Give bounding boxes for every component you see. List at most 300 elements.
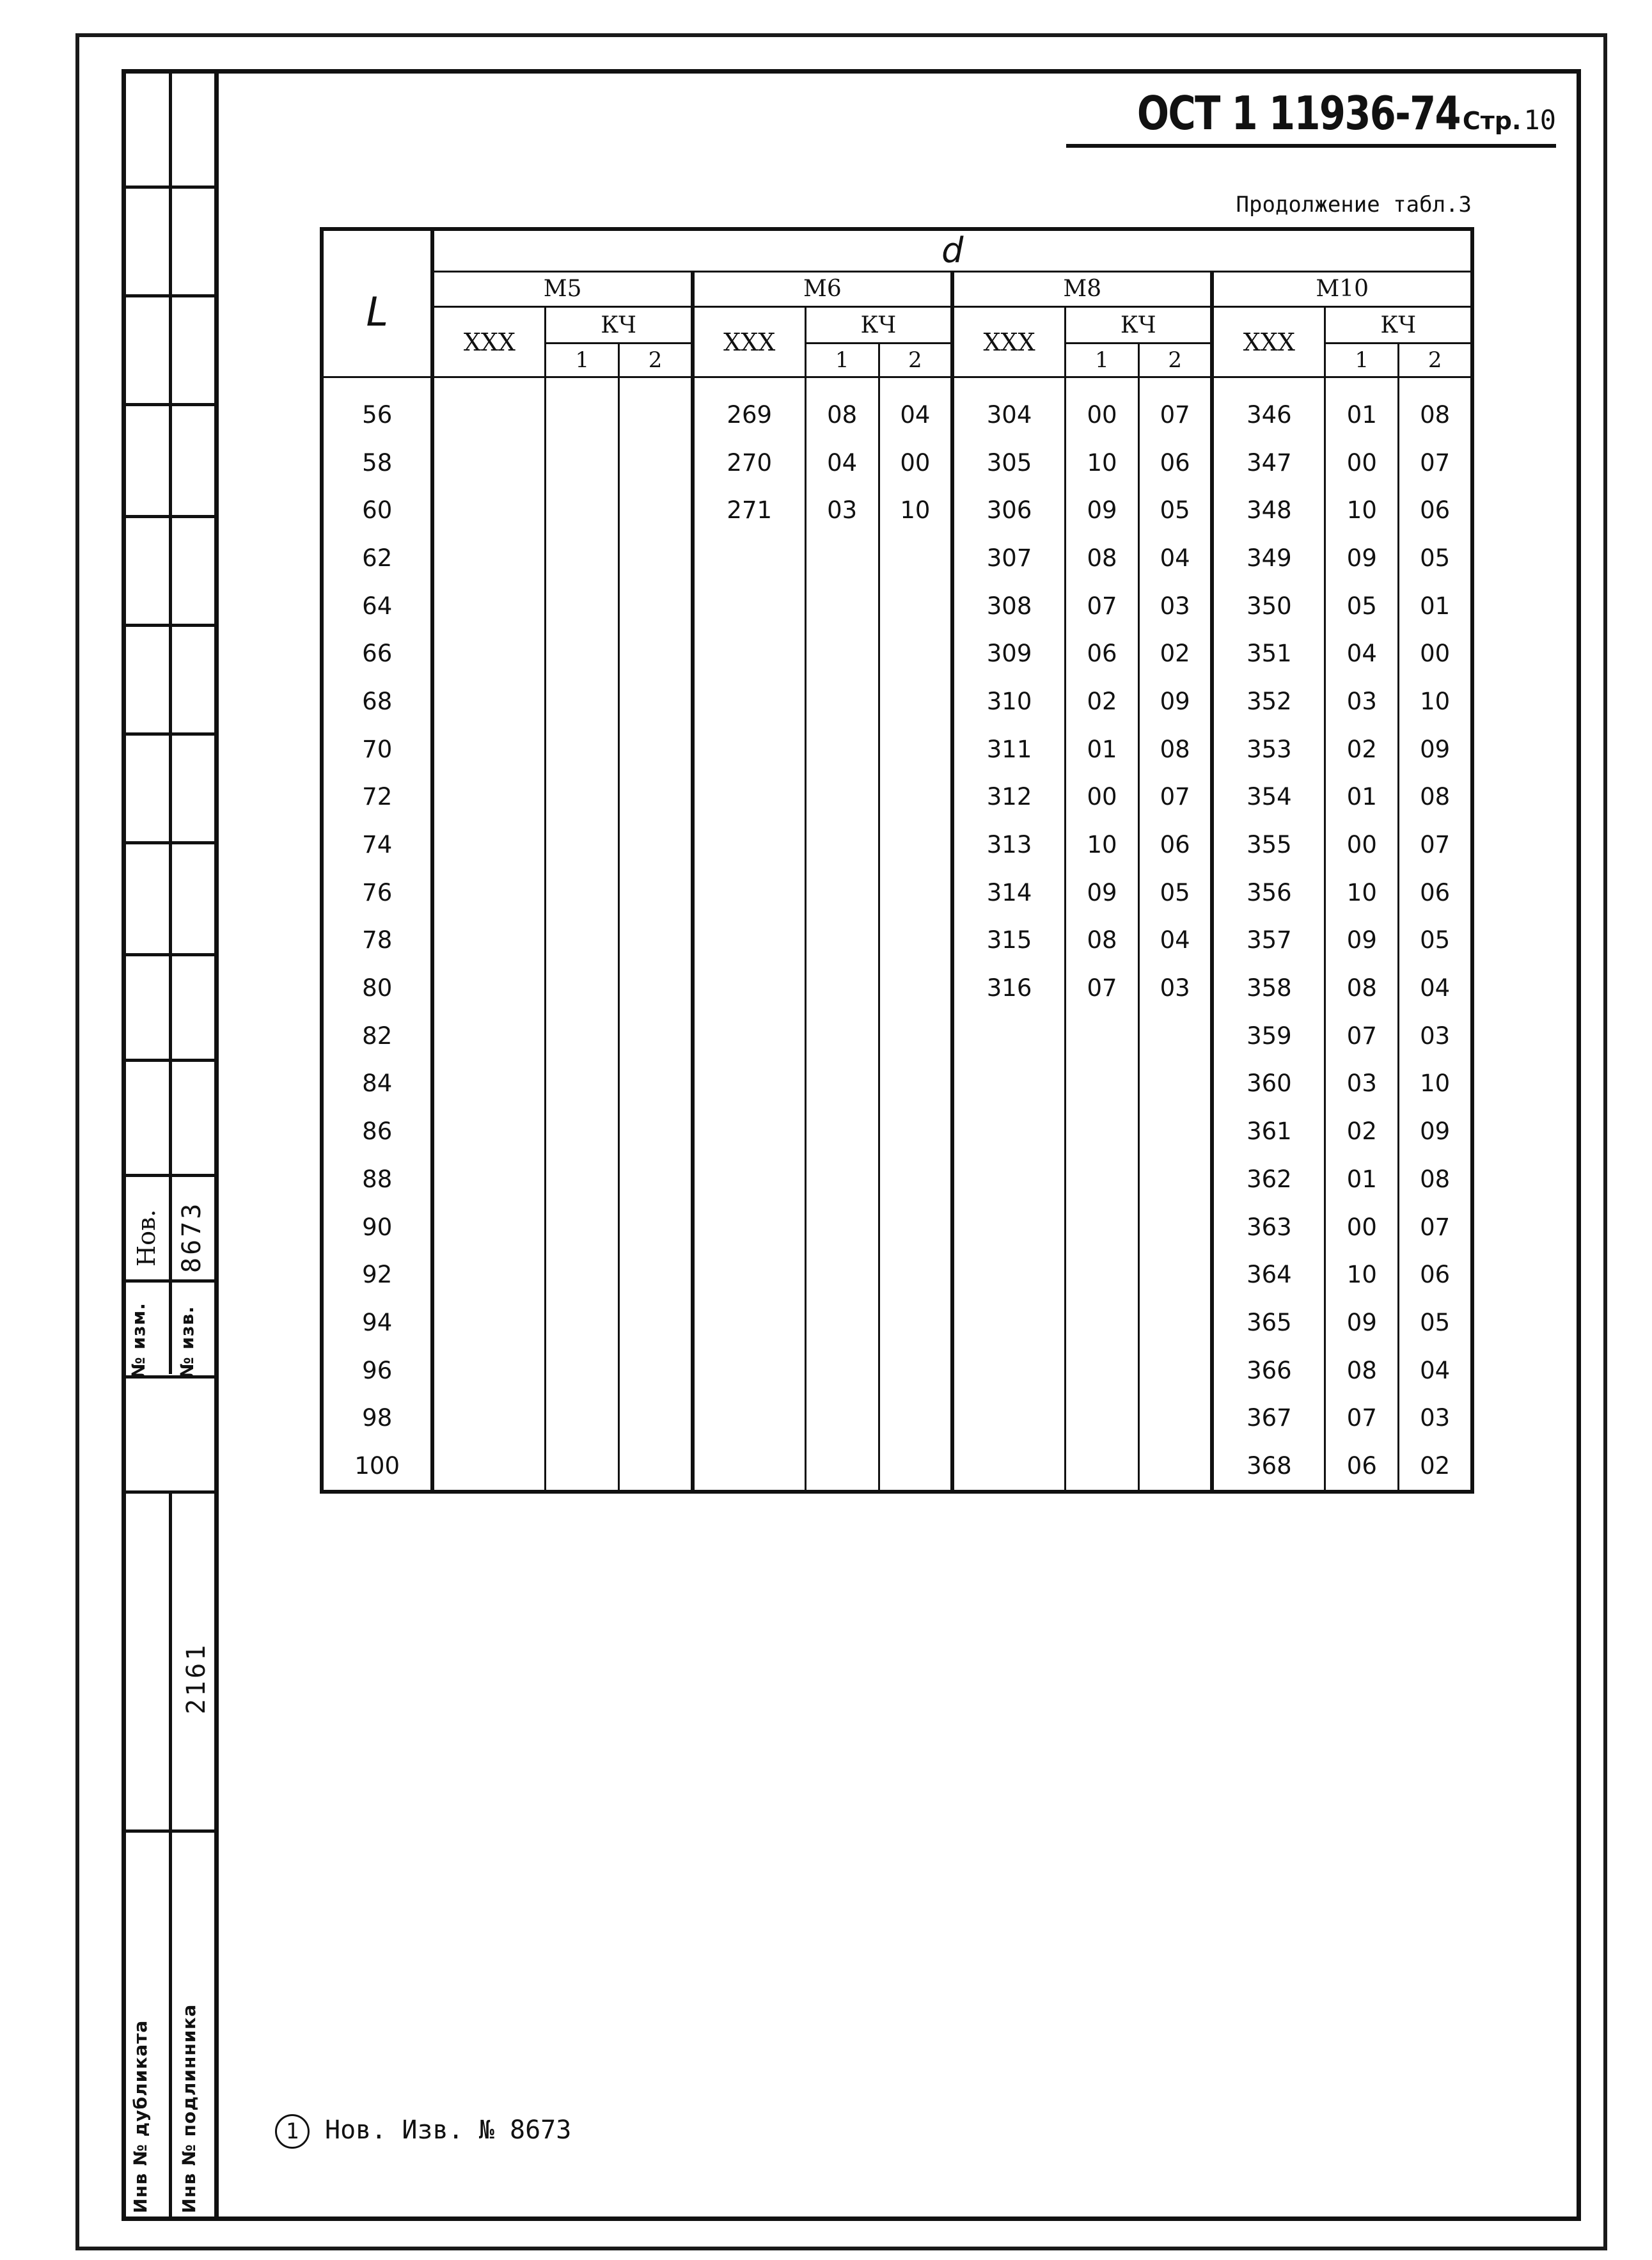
cell-L: 58: [322, 439, 432, 487]
side-cell-line: [122, 1490, 219, 1494]
side-cell-line: [122, 294, 219, 297]
table-cell: 03: [1138, 964, 1212, 1012]
table-cell: 351: [1212, 629, 1325, 677]
table-row: [322, 1251, 1472, 1299]
table-cell: [805, 1347, 879, 1395]
table-cell: 02: [1066, 677, 1139, 725]
table-cell: 309: [952, 629, 1065, 677]
table-cell: [1066, 1299, 1139, 1347]
table-cell: 02: [1138, 629, 1212, 677]
table-cell: [619, 677, 693, 725]
table-cell: [619, 1155, 693, 1203]
table-cell: [619, 486, 693, 534]
table-cell: [879, 1394, 952, 1442]
table-cell: [693, 1203, 805, 1251]
table-row: [322, 534, 1472, 582]
table-cell: [805, 1060, 879, 1108]
table-cell: 347: [1212, 439, 1325, 487]
table-cell: [879, 773, 952, 821]
subheader-kch: КЧ: [805, 307, 952, 344]
table-cell: [879, 1012, 952, 1060]
table-cell: [952, 1299, 1065, 1347]
table-row: [322, 773, 1472, 821]
table-cell: [805, 629, 879, 677]
table-cell: [1066, 1012, 1139, 1060]
group-header-m5: М5: [432, 272, 692, 307]
table-cell: [879, 1203, 952, 1251]
table-cell: [805, 773, 879, 821]
table-row: [322, 1203, 1472, 1251]
table-cell: [546, 1251, 619, 1299]
table-cell: 353: [1212, 725, 1325, 773]
table-cell: [1138, 1203, 1212, 1251]
table-cell: [693, 869, 805, 917]
table-cell: [546, 1299, 619, 1347]
table-cell: [546, 1394, 619, 1442]
subheader-kch-1: 1: [805, 344, 879, 377]
table-cell: 361: [1212, 1107, 1325, 1155]
cell-L: 64: [322, 582, 432, 630]
notice-number-label: № изв.: [177, 1306, 198, 1379]
table-cell: 09: [1399, 1107, 1472, 1155]
table-cell: [952, 1251, 1065, 1299]
table-cell: [432, 1299, 545, 1347]
table-cell: [805, 869, 879, 917]
table-cell: [432, 534, 545, 582]
table-cell: 03: [805, 486, 879, 534]
original-inventory-number: 2161: [182, 1642, 211, 1714]
change-footnote-text: Нов. Изв. № 8673: [325, 2115, 572, 2145]
subheader-xxx: ХХХ: [693, 307, 805, 377]
table-cell: [952, 1107, 1065, 1155]
group-header-m8: М8: [952, 272, 1212, 307]
table-cell: 07: [1066, 964, 1139, 1012]
table-cell: [879, 1299, 952, 1347]
table-cell: 06: [1399, 869, 1472, 917]
group-header-m10: М10: [1212, 272, 1472, 307]
table-cell: [1138, 1251, 1212, 1299]
table-cell: 09: [1066, 869, 1139, 917]
table-cell: 01: [1325, 773, 1399, 821]
subheader-xxx: ХХХ: [952, 307, 1065, 377]
table-cell: 308: [952, 582, 1065, 630]
cell-L: 80: [322, 964, 432, 1012]
table-cell: [693, 1347, 805, 1395]
table-cell: [546, 439, 619, 487]
table-cell: [879, 725, 952, 773]
table-cell: 03: [1399, 1012, 1472, 1060]
table-cell: 10: [1325, 1251, 1399, 1299]
table-cell: [879, 1442, 952, 1492]
table-cell: [546, 486, 619, 534]
page-number: 10: [1523, 104, 1556, 136]
table-cell: [693, 1060, 805, 1108]
table-row: [322, 1155, 1472, 1203]
table-cell: 348: [1212, 486, 1325, 534]
side-cell-line: [122, 186, 219, 189]
table-cell: 04: [1325, 629, 1399, 677]
table-cell: [693, 1155, 805, 1203]
table-cell: 349: [1212, 534, 1325, 582]
table-cell: 304: [952, 377, 1065, 439]
table-cell: 10: [879, 486, 952, 534]
table-cell: [432, 1394, 545, 1442]
table-cell: [805, 1155, 879, 1203]
cell-L: 62: [322, 534, 432, 582]
table-cell: [879, 582, 952, 630]
table-cell: 269: [693, 377, 805, 439]
table-cell: [432, 917, 545, 965]
table-cell: 352: [1212, 677, 1325, 725]
table-cell: [546, 534, 619, 582]
table-cell: [805, 534, 879, 582]
table-cell: [619, 1394, 693, 1442]
table-cell: [619, 1442, 693, 1492]
table-cell: [546, 917, 619, 965]
table-cell: [619, 1107, 693, 1155]
table-cell: [546, 1060, 619, 1108]
table-cell: [546, 869, 619, 917]
table-cell: [432, 1155, 545, 1203]
table-cell: [432, 1347, 545, 1395]
table-cell: [432, 629, 545, 677]
table-cell: [619, 725, 693, 773]
table-row: [322, 1442, 1472, 1492]
subheader-kch: КЧ: [1066, 307, 1213, 344]
table-cell: [619, 582, 693, 630]
notice-number: 8673: [177, 1201, 207, 1273]
cell-L: 94: [322, 1299, 432, 1347]
original-inventory-label: Инв № подлинника: [178, 2003, 200, 2213]
side-cell-line: [122, 515, 219, 518]
table-cell: [879, 1107, 952, 1155]
table-cell: [619, 534, 693, 582]
table-cell: [1138, 1394, 1212, 1442]
table-row: [322, 821, 1472, 869]
table-row: [322, 677, 1472, 725]
table-cell: [805, 1442, 879, 1492]
table-cell: 10: [1066, 439, 1139, 487]
table-cell: [805, 1394, 879, 1442]
table-cell: 05: [1138, 869, 1212, 917]
table-cell: [952, 1203, 1065, 1251]
table-cell: 08: [1066, 534, 1139, 582]
table-cell: [693, 1442, 805, 1492]
table-cell: 363: [1212, 1203, 1325, 1251]
table-cell: 08: [1325, 964, 1399, 1012]
table-cell: [1138, 1299, 1212, 1347]
cell-L: 86: [322, 1107, 432, 1155]
side-cell-line: [122, 1279, 219, 1283]
table-cell: [879, 1251, 952, 1299]
table-cell: 10: [1066, 821, 1139, 869]
table-cell: 08: [1399, 377, 1472, 439]
side-column-divider-top: [169, 69, 172, 1374]
side-cell-line: [122, 841, 219, 844]
table-cell: 04: [1399, 1347, 1472, 1395]
table-row: [322, 486, 1472, 534]
table-cell: 06: [1399, 486, 1472, 534]
cell-L: 76: [322, 869, 432, 917]
table-row: [322, 1299, 1472, 1347]
table-cell: 356: [1212, 869, 1325, 917]
table-cell: 357: [1212, 917, 1325, 965]
table-cell: 03: [1399, 1394, 1472, 1442]
table-row: [322, 1012, 1472, 1060]
table-cell: 04: [1138, 534, 1212, 582]
table-cell: 04: [805, 439, 879, 487]
table-cell: 316: [952, 964, 1065, 1012]
table-cell: [879, 821, 952, 869]
column-header-L: L: [322, 229, 432, 377]
table-cell: 10: [1325, 486, 1399, 534]
table-cell: [619, 1060, 693, 1108]
table-cell: [952, 1155, 1065, 1203]
table-row: [322, 917, 1472, 965]
table-cell: [432, 1107, 545, 1155]
table-cell: [805, 677, 879, 725]
table-continuation-label: Продолжение табл.3: [1236, 192, 1472, 217]
table-cell: 05: [1399, 1299, 1472, 1347]
cell-L: 60: [322, 486, 432, 534]
table-cell: [805, 1203, 879, 1251]
table-cell: 01: [1325, 1155, 1399, 1203]
table-cell: [619, 1012, 693, 1060]
table-cell: [619, 821, 693, 869]
table-cell: [1138, 1107, 1212, 1155]
table-cell: 04: [1399, 964, 1472, 1012]
table-cell: [432, 486, 545, 534]
table-cell: [879, 1060, 952, 1108]
table-cell: 366: [1212, 1347, 1325, 1395]
table-cell: 08: [1399, 773, 1472, 821]
table-cell: [1066, 1251, 1139, 1299]
table-cell: [619, 964, 693, 1012]
table-cell: 07: [1399, 439, 1472, 487]
table-cell: 07: [1138, 377, 1212, 439]
table-cell: [805, 1107, 879, 1155]
table-cell: [619, 1203, 693, 1251]
table-cell: [952, 1060, 1065, 1108]
table-cell: [432, 677, 545, 725]
cell-L: 82: [322, 1012, 432, 1060]
table-cell: 08: [1399, 1155, 1472, 1203]
table-cell: [879, 677, 952, 725]
table-cell: 360: [1212, 1060, 1325, 1108]
table-cell: 04: [1138, 917, 1212, 965]
cell-L: 100: [322, 1442, 432, 1492]
table-cell: 00: [1325, 1203, 1399, 1251]
table-cell: [693, 773, 805, 821]
table-cell: 08: [805, 377, 879, 439]
cell-L: 56: [322, 377, 432, 439]
table-cell: 367: [1212, 1394, 1325, 1442]
table-cell: [879, 1347, 952, 1395]
table-row: [322, 1060, 1472, 1108]
table-cell: [432, 439, 545, 487]
table-cell: [432, 725, 545, 773]
table-cell: [1138, 1347, 1212, 1395]
table-cell: [693, 964, 805, 1012]
table-cell: 10: [1399, 1060, 1472, 1108]
table-cell: [1066, 1155, 1139, 1203]
document-code: ОСТ 1 11936-74: [1137, 86, 1460, 140]
group-header-m6: М6: [693, 272, 952, 307]
table-cell: 07: [1138, 773, 1212, 821]
table-cell: [546, 1012, 619, 1060]
table-cell: 09: [1325, 917, 1399, 965]
thread-table: [320, 227, 1474, 1494]
side-cell-line: [122, 1829, 219, 1833]
table-cell: 07: [1325, 1394, 1399, 1442]
table-cell: [432, 1251, 545, 1299]
subheader-kch: КЧ: [546, 307, 693, 344]
table-cell: 311: [952, 725, 1065, 773]
subheader-xxx: ХХХ: [1212, 307, 1325, 377]
table-cell: 03: [1325, 677, 1399, 725]
side-cell-line: [122, 1059, 219, 1062]
table-cell: [432, 1442, 545, 1492]
table-cell: [693, 725, 805, 773]
side-cell-line: [122, 732, 219, 736]
table-cell: [952, 1442, 1065, 1492]
table-cell: [619, 439, 693, 487]
table-cell: [805, 917, 879, 965]
subheader-kch-1: 1: [546, 344, 619, 377]
table-cell: 03: [1325, 1060, 1399, 1108]
table-cell: [432, 821, 545, 869]
table-cell: 00: [1325, 821, 1399, 869]
table-body: [322, 377, 1472, 1492]
table-cell: 05: [1138, 486, 1212, 534]
table-cell: 306: [952, 486, 1065, 534]
table-cell: [432, 773, 545, 821]
table-cell: [619, 1299, 693, 1347]
table-row: [322, 1394, 1472, 1442]
table-cell: 04: [879, 377, 952, 439]
table-cell: 05: [1399, 917, 1472, 965]
table-cell: 08: [1138, 725, 1212, 773]
table-cell: [693, 1251, 805, 1299]
table-cell: 305: [952, 439, 1065, 487]
cell-L: 96: [322, 1347, 432, 1395]
table-cell: [432, 964, 545, 1012]
table-cell: [619, 773, 693, 821]
table-cell: [879, 964, 952, 1012]
table-cell: [879, 917, 952, 965]
table-cell: 02: [1325, 725, 1399, 773]
change-footnote: [275, 2114, 571, 2149]
column-header-d: d: [432, 229, 1472, 272]
subheader-kch-2: 2: [879, 344, 952, 377]
table-cell: 359: [1212, 1012, 1325, 1060]
table-cell: [1138, 1155, 1212, 1203]
subheader-kch: КЧ: [1325, 307, 1472, 344]
table-cell: [619, 917, 693, 965]
table-cell: 02: [1325, 1107, 1399, 1155]
table-cell: [432, 1060, 545, 1108]
table-cell: 05: [1325, 582, 1399, 630]
table-row: [322, 725, 1472, 773]
table-cell: 02: [1399, 1442, 1472, 1492]
table-cell: 01: [1399, 582, 1472, 630]
table-cell: [619, 377, 693, 439]
table-cell: 355: [1212, 821, 1325, 869]
table-cell: [432, 869, 545, 917]
table-cell: 310: [952, 677, 1065, 725]
cell-L: 72: [322, 773, 432, 821]
table-cell: [619, 1347, 693, 1395]
table-cell: [952, 1012, 1065, 1060]
subheader-kch-2: 2: [1399, 344, 1472, 377]
table-cell: [546, 1347, 619, 1395]
cell-L: 88: [322, 1155, 432, 1203]
table-cell: 09: [1066, 486, 1139, 534]
table-cell: 07: [1399, 821, 1472, 869]
side-cell-line: [122, 403, 219, 406]
table-cell: [546, 773, 619, 821]
table-cell: 08: [1066, 917, 1139, 965]
table-cell: [879, 1155, 952, 1203]
table-cell: 09: [1399, 725, 1472, 773]
table-cell: 09: [1325, 534, 1399, 582]
table-cell: [1138, 1060, 1212, 1108]
table-cell: [432, 1203, 545, 1251]
table-cell: [693, 1394, 805, 1442]
table-cell: [619, 629, 693, 677]
table-cell: 346: [1212, 377, 1325, 439]
table-cell: 00: [879, 439, 952, 487]
table-cell: 05: [1399, 534, 1472, 582]
table-cell: [805, 725, 879, 773]
table-cell: 09: [1325, 1299, 1399, 1347]
table-cell: [546, 377, 619, 439]
table-cell: [546, 1155, 619, 1203]
table-row: [322, 1107, 1472, 1155]
table-row: [322, 869, 1472, 917]
table-cell: 06: [1138, 439, 1212, 487]
table-cell: [879, 534, 952, 582]
table-cell: [546, 582, 619, 630]
table-cell: 315: [952, 917, 1065, 965]
side-cell-line: [122, 624, 219, 627]
table-cell: 365: [1212, 1299, 1325, 1347]
table-cell: [1066, 1107, 1139, 1155]
table-cell: [805, 964, 879, 1012]
table-row: [322, 582, 1472, 630]
table-cell: 06: [1066, 629, 1139, 677]
table-cell: 06: [1138, 821, 1212, 869]
cell-L: 98: [322, 1394, 432, 1442]
table-cell: [546, 964, 619, 1012]
table-cell: 313: [952, 821, 1065, 869]
change-marker-circle: 1: [275, 2114, 310, 2149]
table-cell: [1066, 1442, 1139, 1492]
new-label: Нов.: [132, 1209, 161, 1267]
subheader-kch-2: 2: [619, 344, 693, 377]
table-cell: [693, 629, 805, 677]
table-cell: 01: [1325, 377, 1399, 439]
table-cell: [546, 1203, 619, 1251]
subheader-kch-1: 1: [1325, 344, 1399, 377]
table-cell: [693, 1107, 805, 1155]
table-cell: [805, 821, 879, 869]
table-cell: [1066, 1203, 1139, 1251]
cell-L: 92: [322, 1251, 432, 1299]
cell-L: 74: [322, 821, 432, 869]
side-column-divider-bottom: [169, 1490, 172, 2221]
table-cell: [693, 821, 805, 869]
